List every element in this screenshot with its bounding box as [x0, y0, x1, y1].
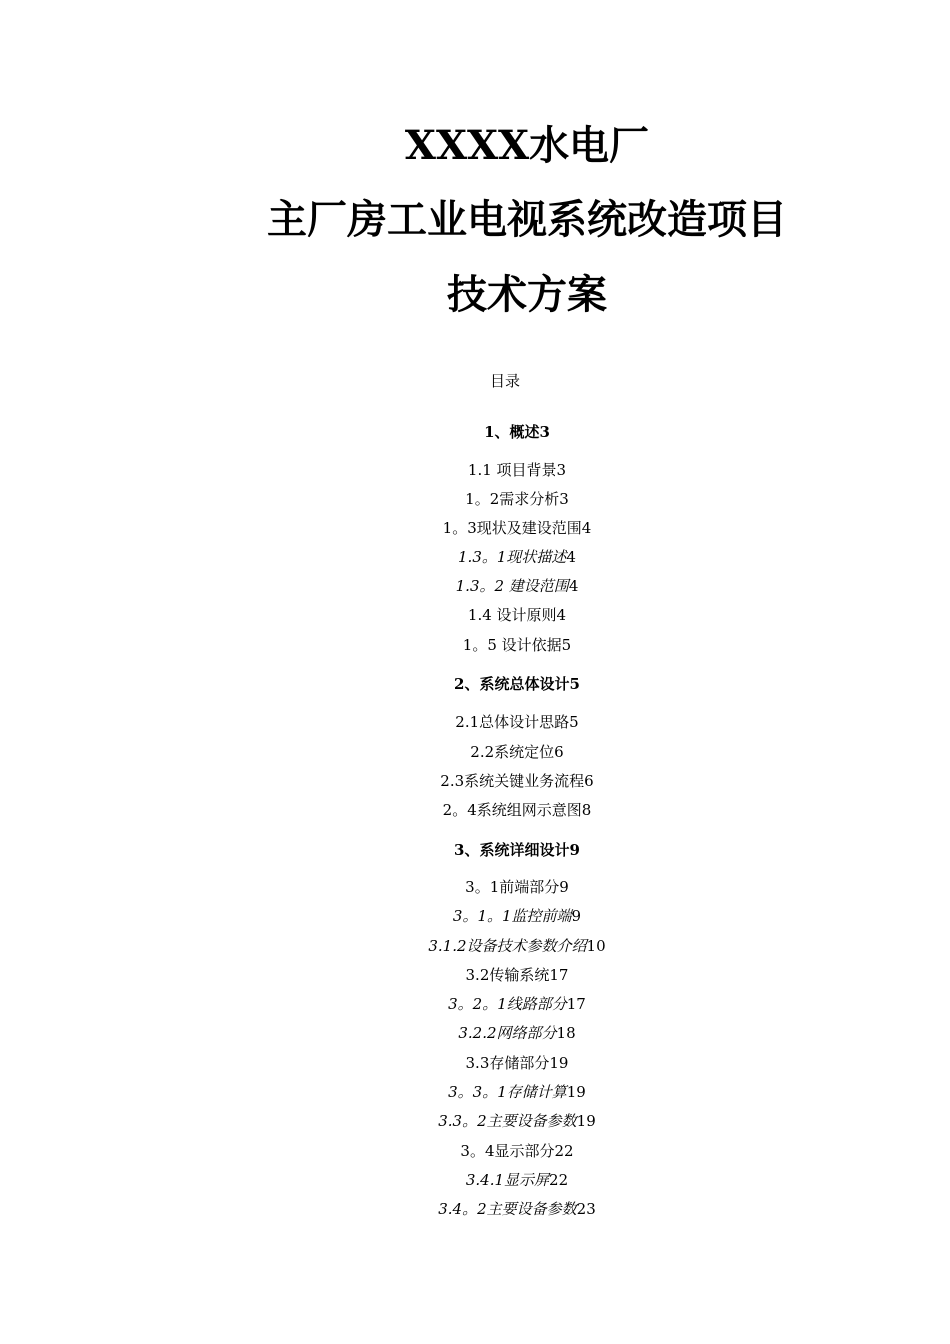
toc-entry-page-number: 3 — [559, 490, 569, 508]
toc-entry-title: 3.2传输系统 — [465, 966, 550, 984]
toc-entry-page-number: 4 — [581, 519, 592, 537]
toc-entry-page-number: 6 — [584, 772, 594, 790]
toc-entry-page-number: 19 — [566, 1083, 586, 1101]
toc-entry-title: 3.2.2网络部分 — [458, 1024, 557, 1042]
toc-entry-page-number: 5 — [569, 713, 579, 731]
toc-entry-title: 1.1 项目背景 — [467, 461, 557, 479]
toc-entry[interactable] — [0, 492, 950, 507]
toc-entry-page-number: 4 — [566, 548, 576, 566]
toc-entry[interactable] — [0, 1056, 950, 1071]
toc-entry[interactable] — [0, 843, 950, 858]
toc-entry-page-number: 17 — [549, 966, 569, 984]
toc-entry-title: 1、概述 — [484, 423, 540, 441]
toc-entry[interactable] — [0, 745, 950, 760]
toc-entry-page-number: 5 — [561, 636, 572, 654]
toc-entry-page-number: 6 — [554, 743, 564, 761]
toc-entry-title: 3、系统详细设计 — [454, 841, 570, 859]
toc-entry-title: 3。4显示部分 — [460, 1142, 555, 1160]
toc-entry[interactable] — [0, 638, 950, 653]
toc-entry[interactable] — [0, 1173, 950, 1188]
toc-entry[interactable] — [0, 1144, 950, 1159]
toc-entry-page-number: 3 — [556, 461, 567, 479]
toc-entry[interactable] — [0, 579, 950, 594]
toc-entry-page-number: 18 — [556, 1024, 576, 1042]
title-line: XXXX水电厂 — [404, 122, 650, 169]
toc-entry-title: 1.3。1现状描述 — [458, 548, 567, 566]
title-line: 技术方案 — [447, 271, 607, 318]
toc-entry-title: 3。3。1存储计算 — [448, 1083, 567, 1101]
toc-entry-title: 2.2系统定位 — [470, 743, 555, 761]
toc-entry[interactable] — [0, 939, 950, 954]
toc-entry-page-number: 19 — [576, 1112, 596, 1130]
toc-entry-title: 1。5 设计依据 — [462, 636, 562, 654]
toc-entry[interactable] — [0, 774, 950, 789]
toc-entry-title: 1.4 设计原则 — [467, 606, 557, 624]
toc-entry-page-number: 9 — [569, 841, 580, 859]
toc-entry-page-number: 8 — [581, 801, 592, 819]
toc-entry[interactable] — [0, 677, 950, 692]
toc-entry[interactable] — [0, 909, 950, 924]
toc-entry[interactable] — [0, 550, 950, 565]
toc-entry-title: 3.1.2设备技术参数介绍 — [428, 937, 587, 955]
toc-entry[interactable] — [0, 425, 950, 440]
toc-entry-page-number: 9 — [571, 907, 582, 925]
toc-entry-title: 3。1前端部分 — [465, 878, 560, 896]
toc-entry-title: 2.1总体设计思路 — [455, 713, 570, 731]
toc-entry-title: 3。2。1线路部分 — [448, 995, 567, 1013]
toc-entry[interactable] — [0, 521, 950, 536]
toc-entry-page-number: 10 — [586, 937, 606, 955]
toc-heading: 目录 — [489, 372, 520, 390]
toc-entry-title: 1。3现状及建设范围 — [442, 519, 582, 537]
toc-entry[interactable] — [0, 997, 950, 1012]
toc-entry[interactable] — [0, 1114, 950, 1129]
toc-entry-page-number: 19 — [549, 1054, 569, 1072]
toc-entry[interactable] — [0, 1026, 950, 1041]
toc-entry-title: 2、系统总体设计 — [454, 675, 570, 693]
toc-entry-page-number: 17 — [566, 995, 586, 1013]
toc-entry-page-number: 5 — [569, 675, 580, 693]
toc-entry-title: 3.3存储部分 — [465, 1054, 550, 1072]
toc-entry-page-number: 4 — [568, 577, 579, 595]
toc-entry-title: 3.3。2主要设备参数 — [438, 1112, 577, 1130]
toc-entry[interactable] — [0, 608, 950, 623]
toc-entry[interactable] — [0, 880, 950, 895]
toc-entry[interactable] — [0, 1085, 950, 1100]
toc-entry[interactable] — [0, 803, 950, 818]
toc-entry-title: 3.4。2主要设备参数 — [438, 1200, 577, 1218]
toc-entry-title: 3.4.1显示屏 — [465, 1171, 550, 1189]
toc-entry-title: 3。1。1监控前端 — [452, 907, 572, 925]
toc-entry-page-number: 22 — [554, 1142, 574, 1160]
toc-entry[interactable] — [0, 463, 950, 478]
toc-entry[interactable] — [0, 968, 950, 983]
toc-entry-title: 1。2需求分析 — [465, 490, 560, 508]
toc-entry-page-number: 9 — [559, 878, 569, 896]
toc-entry-title: 2.3系统关键业务流程 — [440, 772, 585, 790]
title-line: 主厂房工业电视系统改造项目 — [267, 196, 787, 243]
toc-entry-page-number: 4 — [556, 606, 567, 624]
toc-entry-title: 2。4系统组网示意图 — [442, 801, 582, 819]
toc-entry-title: 1.3。2 建设范围 — [455, 577, 569, 595]
toc-entry[interactable] — [0, 715, 950, 730]
toc-entry-page-number: 22 — [549, 1171, 569, 1189]
toc-entry-page-number: 3 — [539, 423, 550, 441]
toc-entry-page-number: 23 — [576, 1200, 596, 1218]
toc-entry[interactable] — [0, 1202, 950, 1217]
